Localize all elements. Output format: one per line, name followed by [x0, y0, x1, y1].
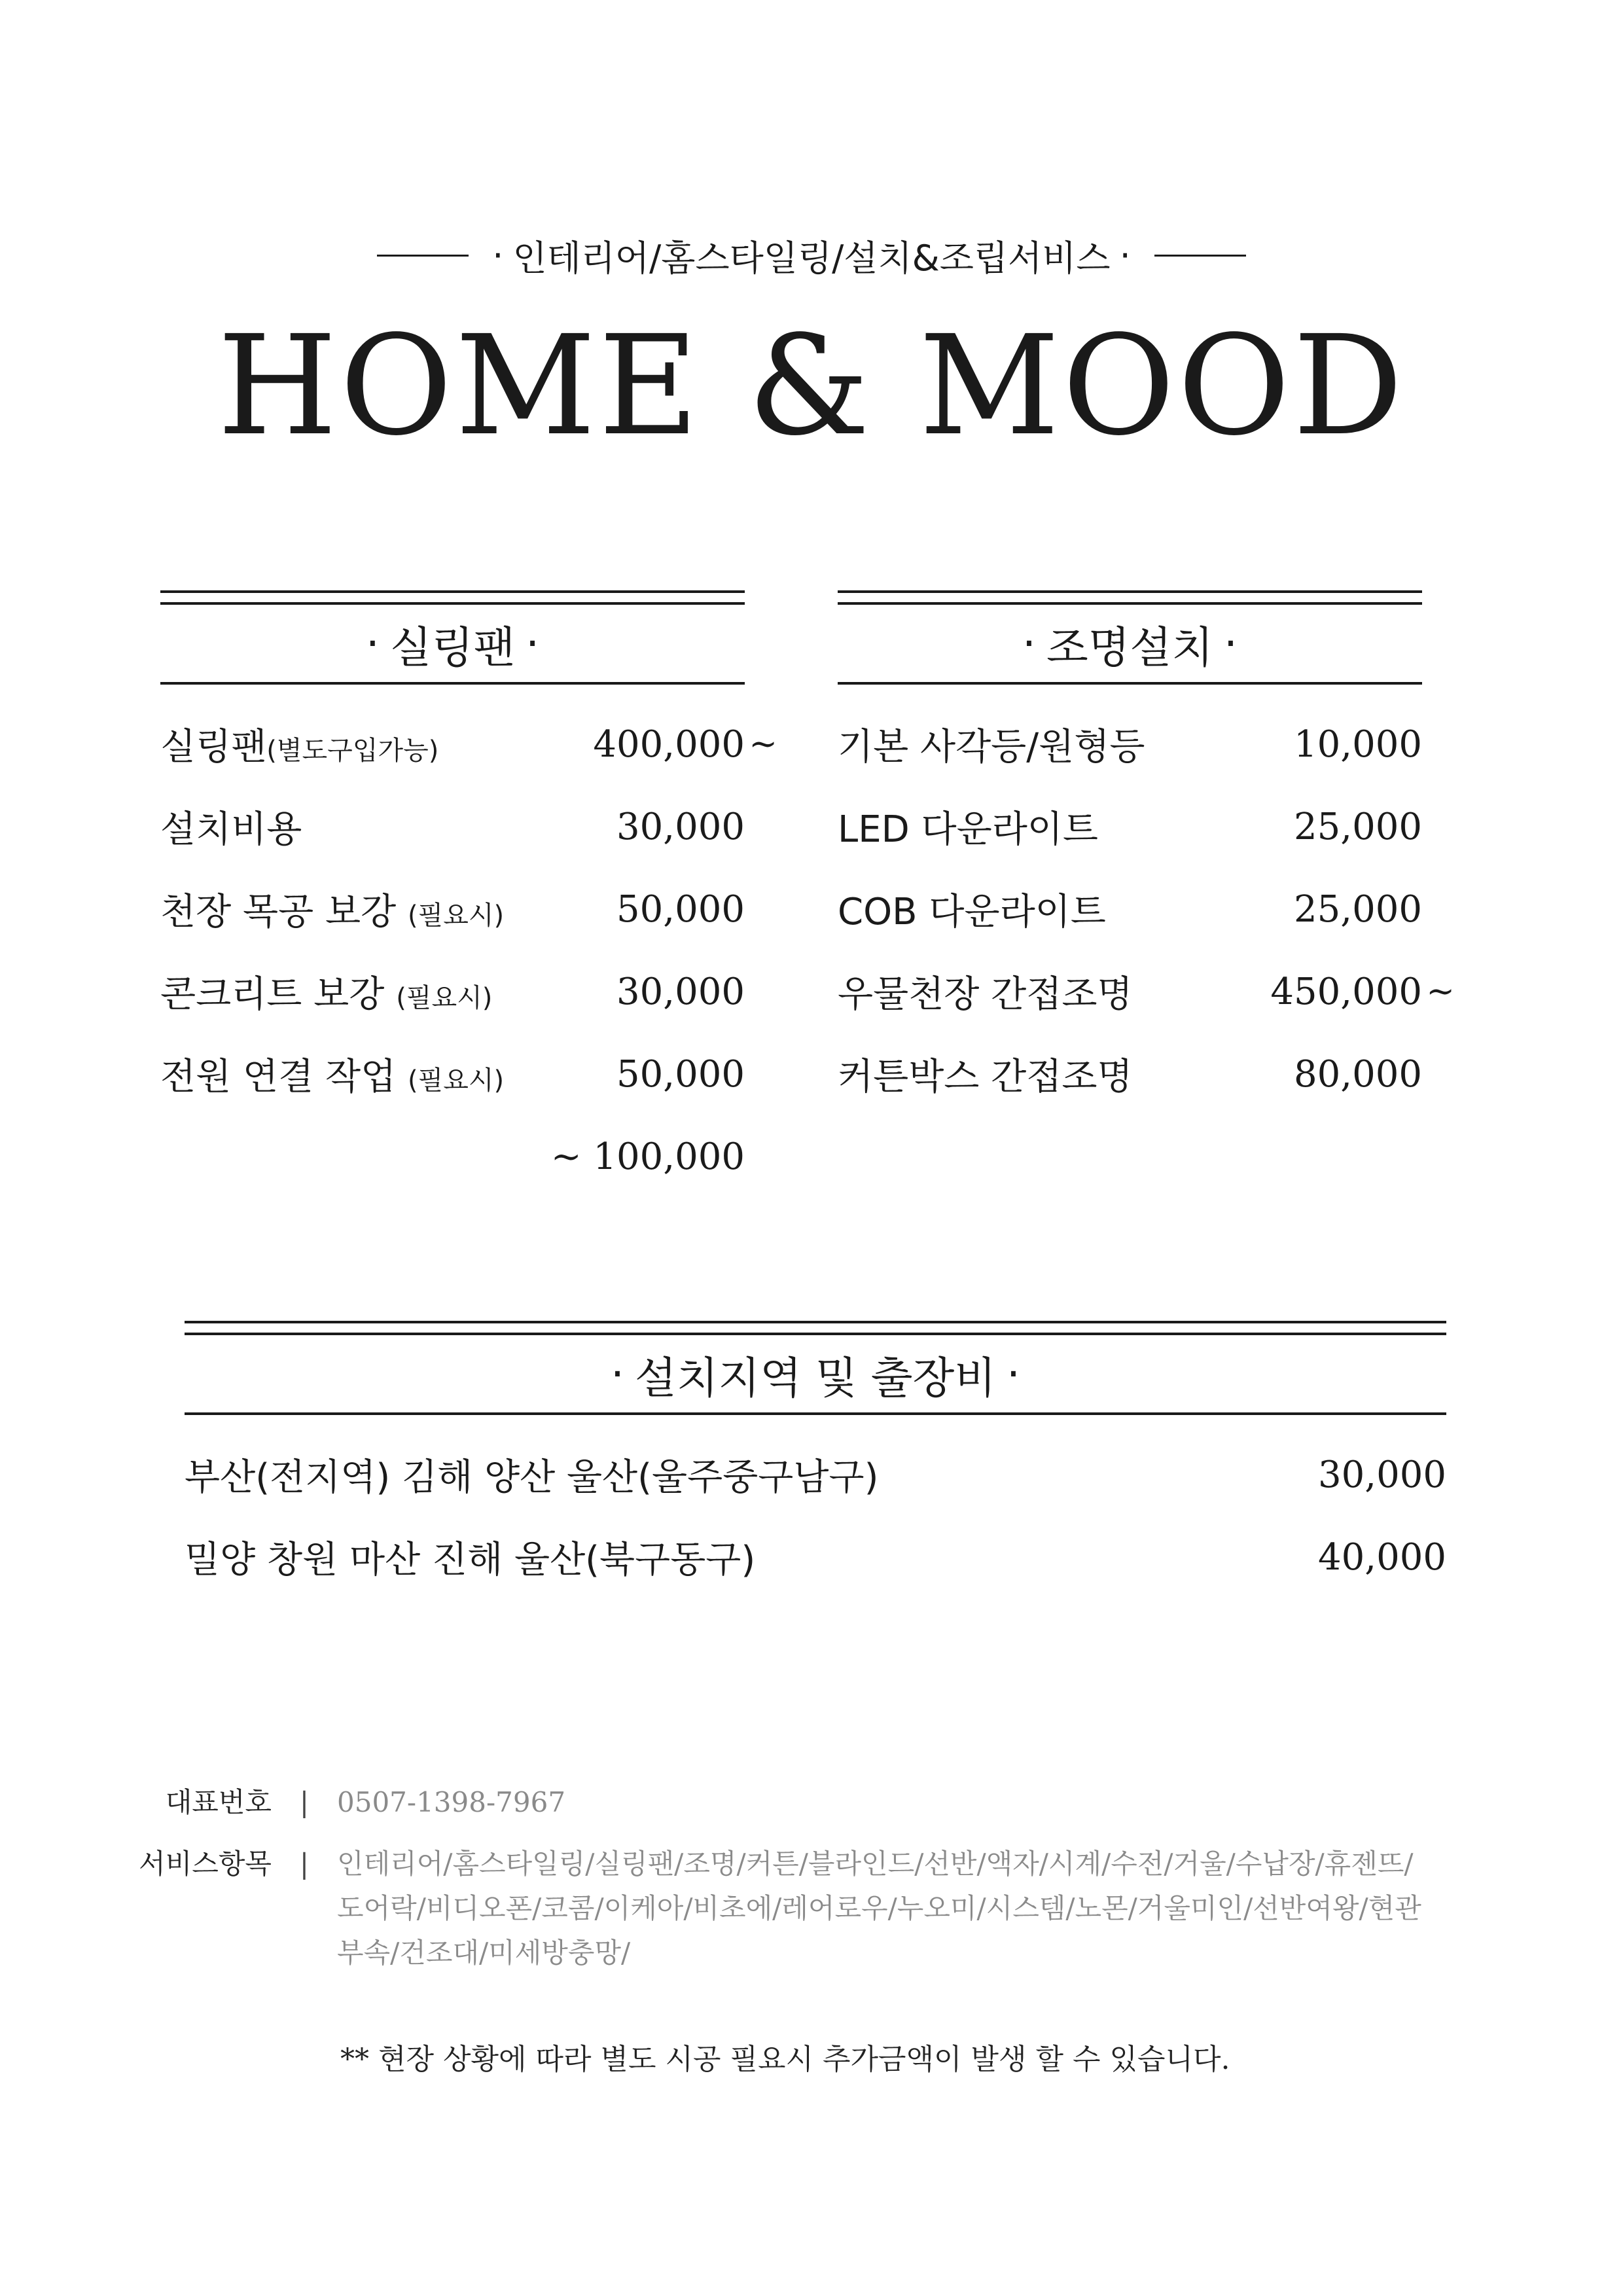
price-row — [838, 950, 1455, 1033]
section-heading: · 설치지역 및 출장비 · — [185, 1335, 1446, 1412]
item-label: 전원 연결 작업 (필요시) — [160, 1056, 505, 1098]
separator: | — [299, 1786, 310, 1818]
price-row — [838, 785, 1422, 868]
item-price: 400,000 — [593, 723, 745, 766]
price-row — [160, 703, 777, 785]
price-row — [160, 785, 745, 868]
item-price: 80,000 — [1294, 1052, 1422, 1096]
services-label: 서비스항목 — [139, 1848, 272, 1880]
item-label: 천장 목공 보강 (필요시) — [160, 891, 505, 933]
price-row — [160, 868, 745, 950]
phone-label: 대표번호 — [165, 1786, 272, 1818]
item-price: 30,000 — [616, 805, 745, 848]
tagline-text: 인테리어/홈스타일링/설치&조립서비스 — [512, 237, 1111, 279]
area-label: 밀양 창원 마산 진해 울산(북구동구) — [185, 1539, 756, 1581]
section-title: 설치지역 및 출장비 — [634, 1352, 996, 1403]
price-row — [160, 950, 745, 1033]
price-suffix: ~ — [749, 725, 777, 764]
lighting-section — [838, 590, 1455, 1115]
price-row — [838, 703, 1422, 785]
section-bottom-rule — [185, 1412, 1446, 1415]
section-bottom-rule — [160, 682, 745, 685]
section-title: 실링팬 — [389, 622, 516, 673]
price-row — [838, 1033, 1422, 1115]
additional-cost-note: ** 현장 상황에 따라 별도 시공 필요시 추가금액이 발생 할 수 있습니다. — [340, 2043, 1230, 2076]
section-title: 조명설치 — [1046, 622, 1214, 673]
phone-number: 0507-1398-7967 — [337, 1786, 566, 1818]
item-price: 10,000 — [1294, 723, 1422, 766]
ceiling-fan-section — [160, 590, 777, 1198]
section-heading: · 조명설치 · — [838, 605, 1422, 682]
item-price: 50,000 — [616, 888, 745, 931]
page-title: HOME & MOOD — [217, 306, 1406, 466]
price-row — [160, 1033, 745, 1115]
price-row — [838, 868, 1422, 950]
item-label: LED 다운라이트 — [838, 808, 1098, 851]
price-list — [838, 703, 1455, 1115]
phone-row — [0, 1780, 1623, 1825]
section-heading: · 실링팬 · — [160, 605, 745, 682]
price-list — [160, 703, 777, 1198]
tagline — [0, 229, 1623, 281]
area-fee: 40,000 — [1318, 1535, 1446, 1579]
separator: | — [299, 1848, 310, 1880]
tagline-dot-right: · — [1119, 234, 1131, 276]
item-label: 콘크리트 보강 (필요시) — [160, 973, 493, 1016]
price-suffix: ~ — [1426, 972, 1455, 1011]
item-price: 25,000 — [1294, 888, 1422, 931]
item-label: 실링팬(별도구입가능) — [160, 726, 439, 768]
area-fee: 30,000 — [1318, 1453, 1446, 1496]
tagline-left-rule — [377, 255, 469, 257]
item-label: 설치비용 — [160, 808, 302, 851]
item-price: 450,000 — [1270, 970, 1422, 1013]
price-range-extra: ~ 100,000 — [550, 1135, 745, 1178]
services-list: 인테리어/홈스타일링/실링팬/조명/커튼/블라인드/선반/액자/시계/수전/거울/수납장/휴젠뜨/ 도어락/비디오폰/코콤/이케아/비초에/레어로우/누오미/시스템/노몬/거울미인/선반여왕/현관 부속/건조대/미세방충망/ — [337, 1848, 1421, 1969]
item-label: 기본 사각등/원형등 — [838, 726, 1145, 768]
tagline-right-rule — [1154, 255, 1246, 257]
item-price: 30,000 — [616, 970, 745, 1013]
area-row — [185, 1516, 1446, 1598]
item-label: 우물천장 간접조명 — [838, 973, 1133, 1016]
section-top-double-rule — [160, 590, 745, 605]
service-area-section — [185, 1321, 1446, 1598]
services-row — [0, 1842, 1623, 1975]
tagline-dot-left: · — [492, 234, 504, 276]
item-label: COB 다운라이트 — [838, 891, 1106, 933]
section-bottom-rule — [838, 682, 1422, 685]
item-price: 25,000 — [1294, 805, 1422, 848]
item-label: 커튼박스 간접조명 — [838, 1056, 1133, 1098]
footer-info — [0, 1780, 1623, 1975]
section-top-double-rule — [838, 590, 1422, 605]
area-label: 부산(전지역) 김해 양산 울산(울주중구남구) — [185, 1456, 879, 1499]
area-row — [185, 1433, 1446, 1516]
item-price: 50,000 — [616, 1052, 745, 1096]
section-top-double-rule — [185, 1321, 1446, 1335]
area-fee-list — [185, 1433, 1446, 1598]
